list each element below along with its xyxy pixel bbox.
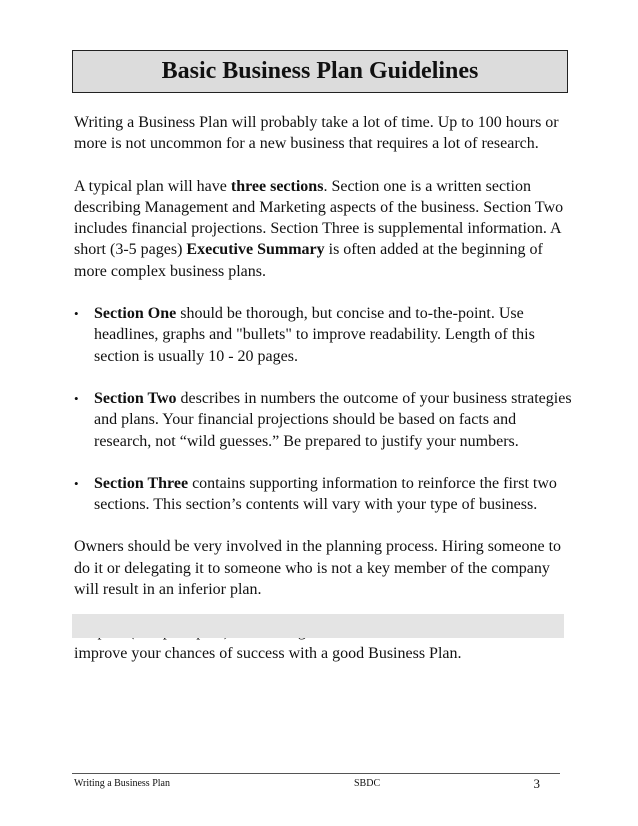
- owners-paragraph: Owners should be very involved in the planning process. Hiring someone to do it or delegating it to someone who is not a key member of the company will result in an inferior plan.: [74, 538, 562, 599]
- sections-paragraph: [74, 176, 574, 282]
- sections-paragraph-mid: . Section one is a written section describing Management and Marketing aspects of the business. Section Two includes financial projections. Section Three is supplemental information. A short (3-5 pages): [74, 177, 564, 259]
- failure-paragraph: improve your chances of success with a good Business Plan.: [74, 644, 462, 662]
- bullet-icon: •: [74, 475, 79, 491]
- list-item: [74, 303, 574, 367]
- section-text: should be thorough, but concise and to-the-point. Use headlines, graphs and "bullets" to improve readability. Length of this section is usually 10 - 20 pages.: [94, 305, 535, 365]
- footer-rule: [72, 773, 560, 774]
- list-item: [74, 388, 574, 452]
- title-box: [72, 50, 568, 93]
- page-title: Basic Business Plan Guidelines: [161, 58, 479, 84]
- bullet-icon: •: [74, 390, 79, 406]
- bullet-icon: •: [74, 306, 79, 322]
- intro-paragraph: Writing a Business Plan will probably take a lot of time. Up to 100 hours or more is not uncommon for a new business that requires a lot of research.: [74, 114, 559, 153]
- three-sections-emphasis: three sections: [230, 177, 324, 195]
- sections-list: [74, 303, 574, 515]
- footer-organization: SBDC: [354, 778, 381, 789]
- section-name: Section Two: [94, 389, 177, 407]
- section-text: describes in numbers the outcome of your business strategies and plans. Your financial projections should be based on facts and research, not “wild guesses.” Be prepared to justify your numbers.: [94, 389, 572, 450]
- list-item: [74, 473, 574, 516]
- footer-document-title: Writing a Business Plan: [74, 778, 170, 789]
- executive-summary-emphasis: Executive Summary: [186, 241, 325, 259]
- sections-paragraph-post: is often added at the beginning of more complex business plans.: [74, 241, 543, 280]
- page-number: 3: [533, 776, 540, 791]
- section-text: contains supporting information to reinforce the first two sections. This section’s contents will vary with your type of business.: [94, 474, 557, 514]
- document-body: [74, 112, 574, 664]
- page-footer: [74, 776, 560, 796]
- section-name: Section One: [94, 305, 177, 323]
- sections-paragraph-pre: A typical plan will have: [74, 177, 231, 195]
- section-name: Section Three: [94, 474, 189, 492]
- shaded-divider: [72, 614, 564, 638]
